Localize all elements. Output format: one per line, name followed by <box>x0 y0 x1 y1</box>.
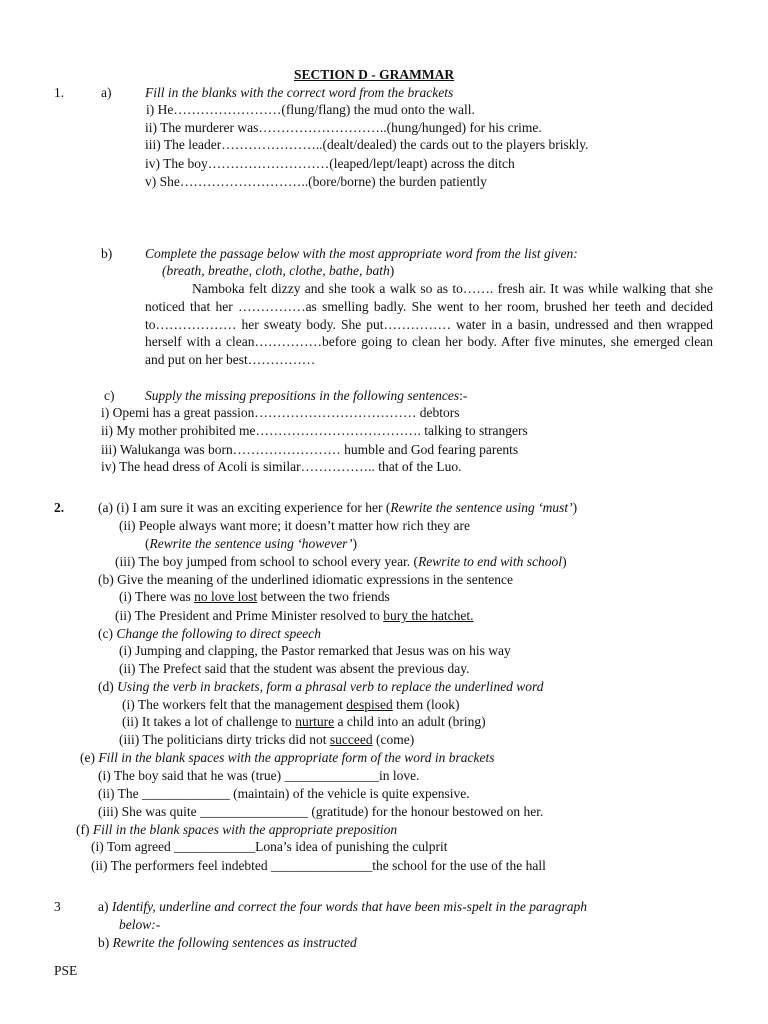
text-run: (c) <box>98 626 117 641</box>
text-run: despised <box>346 697 393 712</box>
text-run: Fill in the blank spaces with the appropriate form of the word in brackets <box>98 750 495 765</box>
text-run: ) <box>572 500 578 515</box>
q2e-ii: (ii) The _____________ (maintain) of the vehicle is quite expensive. <box>98 786 470 801</box>
text-run: (e) <box>80 750 99 765</box>
q2d-iii <box>119 731 414 749</box>
q2f-heading <box>76 821 397 839</box>
text-run: ( <box>145 536 150 551</box>
q2a-ii-note <box>145 535 357 553</box>
q1a-item-3: iii) The leader…………………..(dealt/dealed) the cards out to the players briskly. <box>145 137 589 152</box>
text-run: between the two friends <box>257 589 390 604</box>
q2c-ii: (ii) The Prefect said that the student was absent the previous day. <box>119 661 470 676</box>
question-3-number: 3 <box>54 899 61 914</box>
q2d-ii <box>122 713 486 731</box>
text-run: a) <box>98 899 112 914</box>
idiom-underlined-2: bury the hatchet. <box>383 608 474 623</box>
q2e-iii: (iii) She was quite ________________ (gratitude) for the honour bestowed on her. <box>98 804 544 819</box>
q1a-instruction: Fill in the blanks with the correct word from the brackets <box>145 85 454 100</box>
q1c-instruction-line <box>145 387 467 405</box>
q1b-instruction: Complete the passage below with the most appropriate word from the list given: <box>145 246 578 261</box>
text-run: Identify, underline and correct the four words that have been mis-spelt in the paragraph <box>111 899 588 914</box>
q1c-item-2: ii) My mother prohibited me………………………………. talking to strangers <box>101 423 528 438</box>
q1b-passage-block <box>145 280 713 369</box>
q1c-item-1: i) Opemi has a great passion……………………………… debtors <box>101 405 460 420</box>
q2a-ii: (ii) People always want more; it doesn’t matter how rich they are <box>119 518 471 533</box>
q2c-heading <box>98 625 321 643</box>
text-run: (come) <box>372 732 415 747</box>
q2d-heading <box>98 678 544 696</box>
q2d-i <box>122 696 460 714</box>
text-run: Rewrite the sentence using ‘must’ <box>390 500 573 515</box>
text-run: ) <box>562 554 567 569</box>
word-list-close: ) <box>389 263 395 278</box>
q3a-cont: below:- <box>119 917 161 932</box>
text-run: (i) The workers felt that the management <box>122 697 347 712</box>
text-run: (i) There was <box>119 589 195 604</box>
text-run: b) <box>98 935 113 950</box>
q1c-label: c) <box>104 388 115 403</box>
footer-code: PSE <box>54 963 78 978</box>
q2b-i <box>119 588 390 606</box>
text-run: (f) <box>76 822 93 837</box>
q2b-ii <box>115 607 474 625</box>
text-run: Rewrite the following sentences as instructed <box>112 935 357 950</box>
q3a <box>98 898 587 916</box>
q2e-i: (i) The boy said that he was (true) ______________in love. <box>98 768 420 783</box>
word-list: breath, breathe, cloth, clothe, bathe, bath <box>166 263 390 278</box>
text-run: (ii) It takes a lot of challenge to <box>122 714 296 729</box>
text-run: nurture <box>295 714 335 729</box>
q2f-ii: (ii) The performers feel indebted _______________the school for the use of the hall <box>91 858 546 873</box>
q1c-item-3: iii) Walukanga was born…………………… humble and God fearing parents <box>101 442 519 457</box>
q2e-heading <box>80 749 494 767</box>
text-run: (iii) The politicians dirty tricks did not <box>119 732 330 747</box>
text-run: Fill in the blank spaces with the appropriate preposition <box>92 822 398 837</box>
q1b-passage: Namboka felt dizzy and she took a walk so as to……. fresh air. It was while walking that she noticed that her ……………as smelling badly. She went to her room, brushed her teeth and decided to……………… her sweaty body. She put…………… water in a basin, undressed and then wrapped herself with a clean……………before going to clean her body. After five minutes, she emerged clean and put on her best…………… <box>145 281 713 368</box>
text-run: Using the verb in brackets, form a phrasal verb to replace the underlined word <box>117 679 544 694</box>
q1a-label: a) <box>101 85 112 100</box>
text-run: a child into an adult (bring) <box>334 714 486 729</box>
text-run: (d) <box>98 679 118 694</box>
q2a-i <box>98 499 577 517</box>
q3b <box>98 934 357 952</box>
text-run: Change the following to direct speech <box>116 626 321 641</box>
text-run: (iii) The boy jumped from school to school every year. ( <box>115 554 419 569</box>
q2c-i: (i) Jumping and clapping, the Pastor remarked that Jesus was on his way <box>119 643 511 658</box>
word-list-open: ( <box>162 263 167 278</box>
q1a-item-4: iv) The boy………………………(leaped/lept/leapt) across the ditch <box>145 156 515 171</box>
q1b-word-list <box>162 262 394 280</box>
q1b-label: b) <box>101 246 113 261</box>
q1a-item-1: i) He……………………(flung/flang) the mud onto the wall. <box>146 102 475 117</box>
section-title: SECTION D - GRAMMAR <box>294 67 455 82</box>
idiom-underlined-1: no love lost <box>194 589 258 604</box>
q1a-item-5: v) She………………………..(bore/borne) the burden patiently <box>145 174 487 189</box>
text-run: Rewrite the sentence using ‘however’ <box>149 536 353 551</box>
text-run: them (look) <box>392 697 460 712</box>
q1c-item-4: iv) The head dress of Acoli is similar…………….. that of the Luo. <box>101 459 462 474</box>
text-run: (a) (i) I am sure it was an exciting experience for her ( <box>98 500 391 515</box>
text-run: succeed <box>329 732 373 747</box>
question-2-number: 2. <box>54 500 65 515</box>
text-run: (ii) The President and Prime Minister resolved to <box>115 608 384 623</box>
q2b-heading: (b) Give the meaning of the underlined idiomatic expressions in the sentence <box>98 572 513 587</box>
q1a-item-2: ii) The murderer was………………………..(hung/hunged) for his crime. <box>145 120 542 135</box>
question-1-number: 1. <box>54 85 65 100</box>
text-run: Rewrite to end with school <box>418 554 563 569</box>
q2f-i: (i) Tom agreed ____________Lona’s idea of punishing the culprit <box>91 839 448 854</box>
q1c-instruction: Supply the missing prepositions in the following sentences <box>145 388 460 403</box>
text-run: ) <box>352 536 357 551</box>
q2a-iii <box>115 553 567 571</box>
q1c-instruction-suffix: :- <box>459 388 468 403</box>
